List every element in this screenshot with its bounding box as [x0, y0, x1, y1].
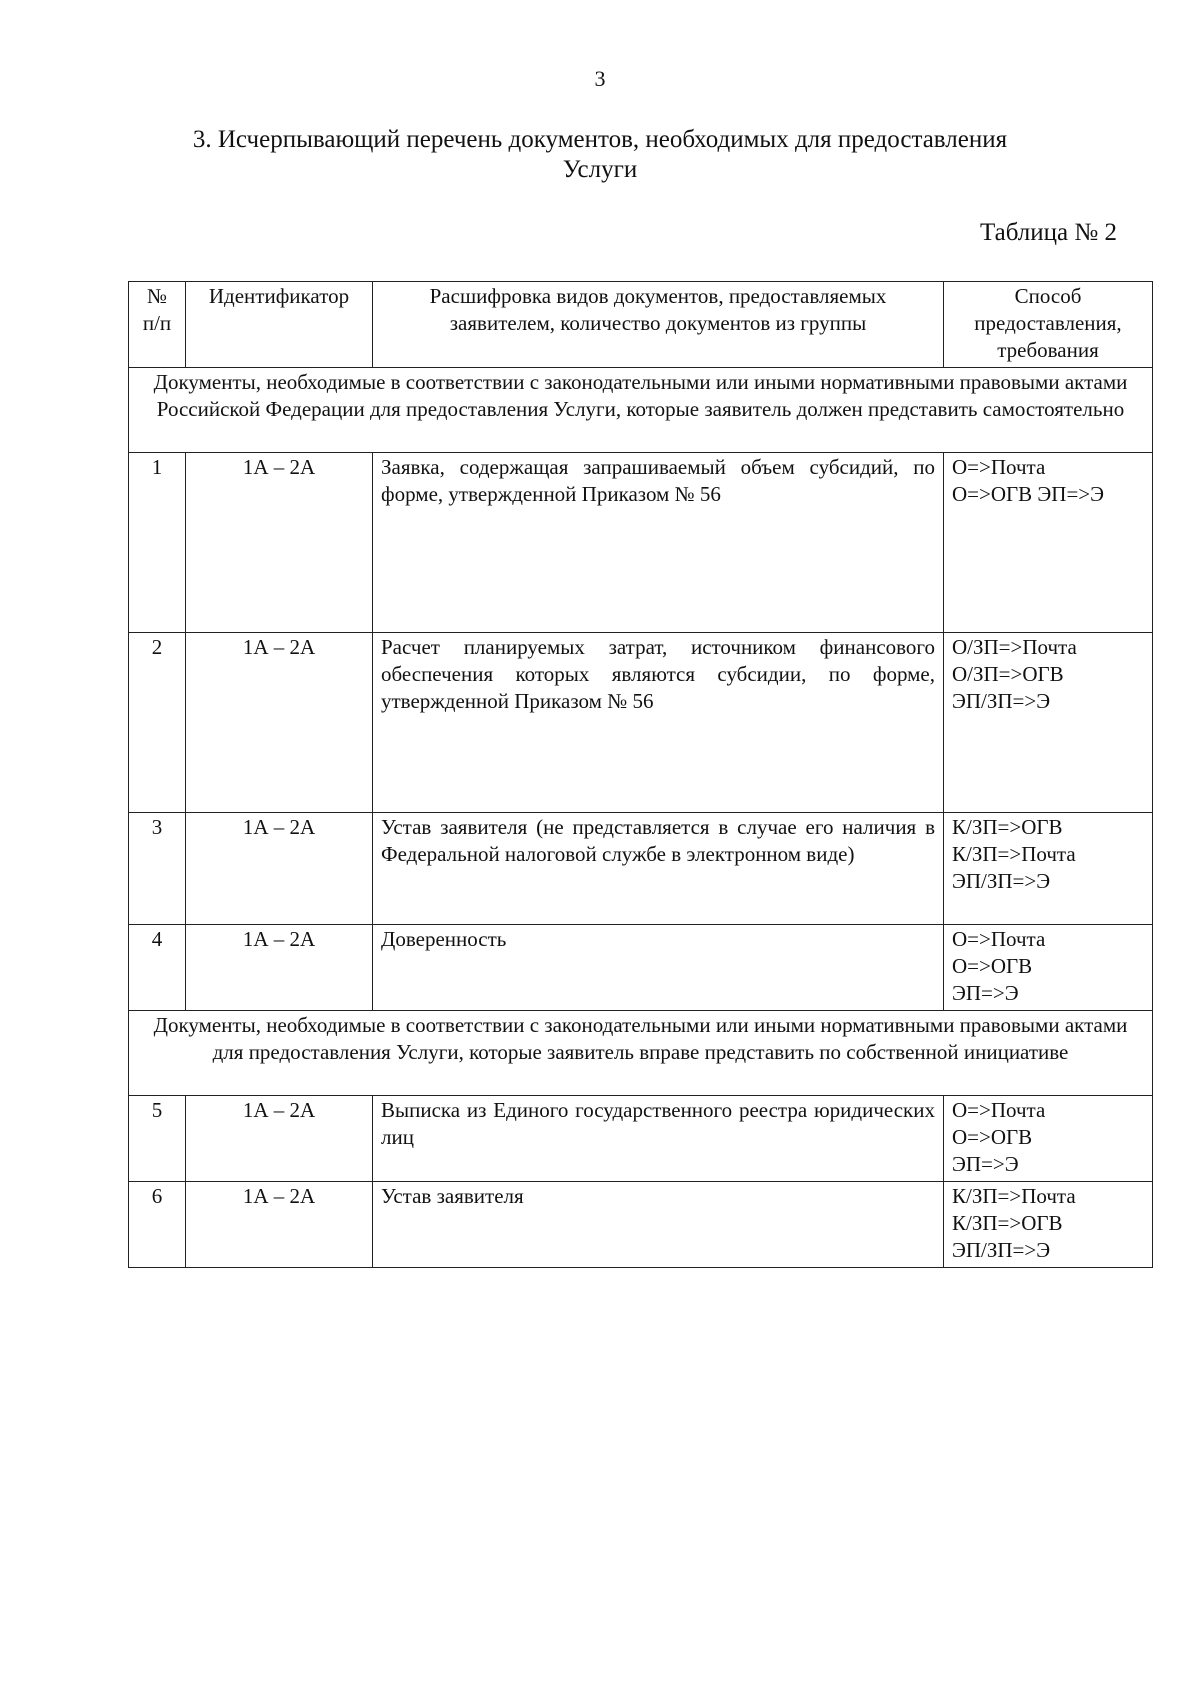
row-num: 3 [129, 813, 186, 925]
group-row [129, 368, 1153, 453]
method-line: ЭП/ЗП=>Э [952, 689, 1051, 713]
table-caption: Таблица № 2 [979, 219, 1117, 246]
row-identifier: 1А – 2А [186, 925, 373, 1011]
method-line: К/ЗП=>Почта [952, 842, 1076, 866]
group-title: Документы, необходимые в соответствии с законодательными или иными нормативными правовыми актами Российской Федерации для предоставления Услуги, которые заявитель должен представить самостоятельно [129, 368, 1153, 453]
table-header-row [129, 282, 1153, 368]
row-num: 4 [129, 925, 186, 1011]
method-line: К/ЗП=>ОГВ [952, 1211, 1063, 1235]
table-row [129, 453, 1153, 633]
row-num: 2 [129, 633, 186, 813]
row-description: Заявка, содержащая запрашиваемый объем субсидий, по форме, утвержденной Приказом № 56 [373, 453, 944, 633]
group-row [129, 1011, 1153, 1096]
table-row [129, 1182, 1153, 1268]
documents-table [128, 281, 1153, 1268]
header-identifier: Идентификатор [186, 282, 373, 368]
method-line: О=>ОГВ [952, 954, 1033, 978]
row-description: Выписка из Единого государственного реестра юридических лиц [373, 1096, 944, 1182]
method-line: О/ЗП=>ОГВ [952, 662, 1064, 686]
method-line: К/ЗП=>Почта [952, 1184, 1076, 1208]
table-row [129, 1096, 1153, 1182]
table-row [129, 813, 1153, 925]
row-identifier: 1А – 2А [186, 453, 373, 633]
header-description: Расшифровка видов документов, предоставляемых заявителем, количество документов из группы [373, 282, 944, 368]
header-num: № п/п [129, 282, 186, 368]
group-title: Документы, необходимые в соответствии с законодательными или иными нормативными правовыми актами для предоставления Услуги, которые заявитель вправе представить по собственной инициативе [129, 1011, 1153, 1096]
row-description: Доверенность [373, 925, 944, 1011]
row-method [944, 1096, 1153, 1182]
row-description: Устав заявителя [373, 1182, 944, 1268]
method-line: О=>ОГВ [952, 1125, 1033, 1149]
method-line: О=>Почта [952, 1098, 1046, 1122]
row-method [944, 925, 1153, 1011]
row-method [944, 633, 1153, 813]
row-method [944, 453, 1153, 633]
page-number: 3 [594, 66, 606, 91]
method-line: О=>Почта [952, 927, 1046, 951]
row-num: 6 [129, 1182, 186, 1268]
row-method [944, 813, 1153, 925]
section-heading-line-1: 3. Исчерпывающий перечень документов, необходимых для предоставления [192, 126, 1008, 153]
row-identifier: 1А – 2А [186, 633, 373, 813]
row-identifier: 1А – 2А [186, 1182, 373, 1268]
section-heading-line-2: Услуги [562, 156, 638, 183]
method-line: ЭП=>Э [952, 981, 1019, 1005]
row-description: Расчет планируемых затрат, источником финансового обеспечения которых являются субсидии, по форме, утвержденной Приказом № 56 [373, 633, 944, 813]
method-line: О=>ОГВ ЭП=>Э [952, 482, 1104, 506]
row-identifier: 1А – 2А [186, 813, 373, 925]
method-line: К/ЗП=>ОГВ [952, 815, 1063, 839]
row-method [944, 1182, 1153, 1268]
method-line: ЭП/ЗП=>Э [952, 869, 1051, 893]
method-line: О=>Почта [952, 455, 1046, 479]
row-num: 5 [129, 1096, 186, 1182]
row-identifier: 1А – 2А [186, 1096, 373, 1182]
method-line: О/ЗП=>Почта [952, 635, 1077, 659]
method-line: ЭП=>Э [952, 1152, 1019, 1176]
row-description: Устав заявителя (не представляется в случае его наличия в Федеральной налоговой службе в электронном виде) [373, 813, 944, 925]
section-heading [0, 125, 1200, 185]
table-row [129, 925, 1153, 1011]
row-num: 1 [129, 453, 186, 633]
method-line: ЭП/ЗП=>Э [952, 1238, 1051, 1262]
table-row [129, 633, 1153, 813]
header-method: Способ предоставления, требования [944, 282, 1153, 368]
